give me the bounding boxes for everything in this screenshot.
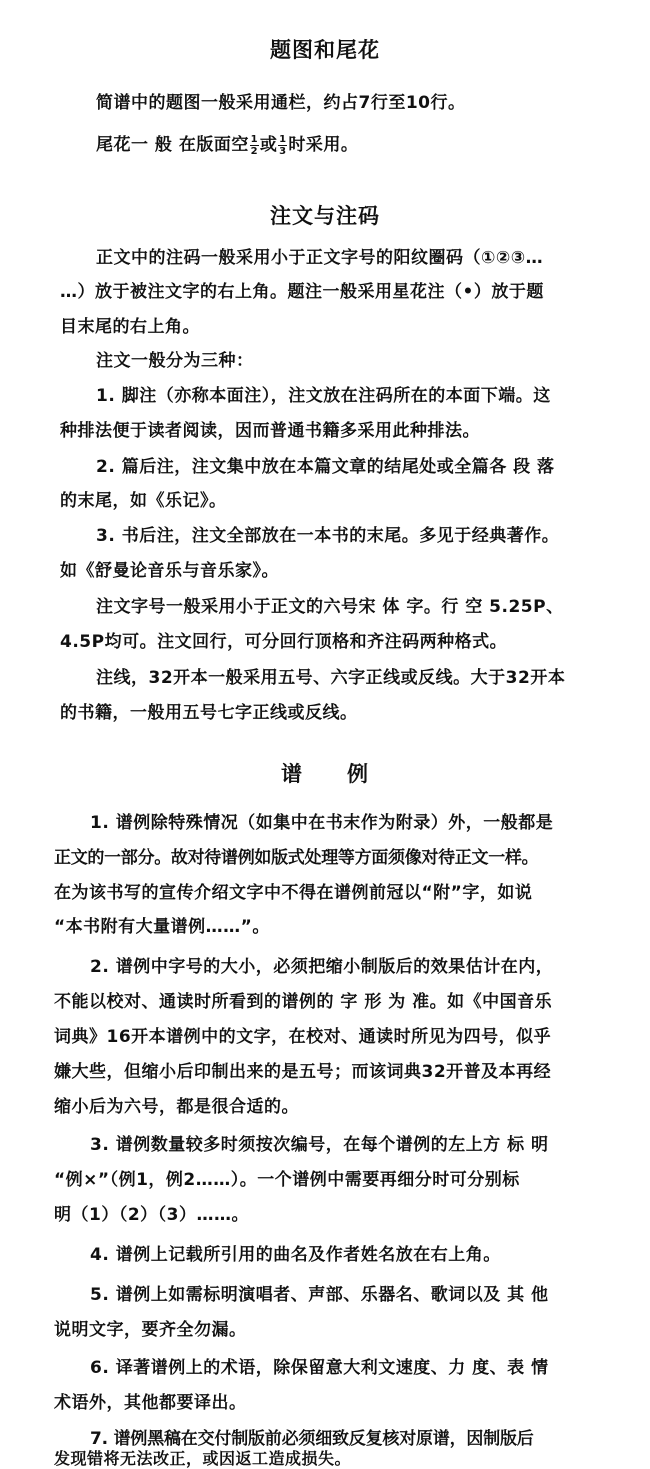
paragraph-line: 发现错将无法改正，或因返工造成损失。 (54, 1449, 352, 1468)
paragraph-line: 2. 谱例中字号的大小，必须把缩小制版后的效果估计在内， (90, 957, 554, 977)
paragraph-line: “例×”（例1，例2……）。一个谱例中需要再细分时可分别标 (54, 1170, 520, 1190)
paragraph-line: 明（1）（2）（3）……。 (54, 1205, 249, 1225)
paragraph-line: 4.5P均可。注文回行，可分回行顶格和齐注码两种格式。 (60, 632, 508, 652)
paragraph-line: 4. 谱例上记载所引用的曲名及作者姓名放在右上角。 (90, 1245, 501, 1265)
paragraph-line: 1. 谱例除特殊情况（如集中在书末作为附录）外，一般都是 (90, 813, 554, 833)
paragraph-line: 2. 篇后注，注文集中放在本篇文章的结尾处或全篇各 段 落 (96, 457, 555, 477)
paragraph-line: 3. 谱例数量较多时须按次编号，在每个谱例的左上方 标 明 (90, 1135, 549, 1155)
paragraph-line: 注线，32开本一般采用五号、六字正线或反线。大于32开本 (96, 668, 566, 688)
paragraph-line: 术语外，其他都要译出。 (54, 1393, 247, 1413)
fraction-one-third: $\frac{1}{3}$ (279, 133, 287, 157)
paragraph-line: 嫌大些，但缩小后印制出来的是五号；而该词典32开普及本再经 (54, 1062, 552, 1082)
paragraph-line: …）放于被注文字的右上角。题注一般采用星花注（•）放于题 (60, 282, 544, 302)
section-title-annotations: 注文与注码 (270, 204, 380, 228)
text-fragment: 时采用。 (288, 135, 359, 155)
paragraph-line: 简谱中的题图一般采用通栏，约占7行至10行。 (96, 93, 466, 113)
section-title-music-examples: 谱 例 (281, 762, 369, 786)
paragraph-line: 说明文字，要齐全勿漏。 (54, 1320, 247, 1340)
paragraph-line: 6. 译著谱例上的术语，除保留意大利文速度、力 度、表 情 (90, 1358, 549, 1378)
text-fragment: 尾花一 般 在版面空 (96, 135, 249, 155)
paragraph-line: 3. 书后注，注文全部放在一本书的末尾。多见于经典著作。 (96, 526, 560, 546)
text-fragment: 或 (259, 135, 278, 155)
paragraph-line: 正文中的注码一般采用小于正文字号的阳纹圈码（①②③… (96, 248, 544, 268)
fraction-one-half: $\frac{1}{2}$ (250, 133, 259, 157)
paragraph-line: “本书附有大量谱例……”。 (54, 917, 270, 937)
paragraph-line: 的书籍，一般用五号七字正线或反线。 (60, 703, 358, 723)
paragraph-line: 的末尾，如《乐记》。 (60, 491, 227, 511)
paragraph-line: 如《舒曼论音乐与音乐家》。 (60, 561, 279, 581)
paragraph-line: 不能以校对、通读时所看到的谱例的 字 形 为 准。如《中国音乐 (54, 992, 553, 1012)
paragraph-line: 在为该书写的宣传介绍文字中不得在谱例前冠以“附”字，如说 (54, 883, 533, 903)
paragraph-line: 注文字号一般采用小于正文的六号宋 体 字。行 空 5.25P、 (96, 597, 564, 617)
paragraph-line: 注文一般分为三种： (96, 351, 254, 371)
paragraph-line: 缩小后为六号，都是很合适的。 (54, 1097, 299, 1117)
paragraph-line: 词典》16开本谱例中的文字，在校对、通读时所见为四号，似乎 (54, 1027, 552, 1047)
paragraph-line: 7. 谱例黑稿在交付制版前必须细致反复核对原谱，因制版后 (90, 1429, 534, 1449)
paragraph-line: 正文的一部分。故对待谱例如版式处理等方面须像对待正文一样。 (54, 848, 539, 868)
paragraph-line: 种排法便于读者阅读，因而普通书籍多采用此种排法。 (60, 421, 480, 441)
paragraph-line: 目末尾的右上角。 (60, 317, 200, 337)
paragraph-line (96, 130, 358, 156)
paragraph-line: 5. 谱例上如需标明演唱者、声部、乐器名、歌词以及 其 他 (90, 1285, 549, 1305)
paragraph-line: 1. 脚注（亦称本面注），注文放在注码所在的本面下端。这 (96, 386, 551, 406)
section-title-headpiece: 题图和尾花 (270, 38, 380, 62)
